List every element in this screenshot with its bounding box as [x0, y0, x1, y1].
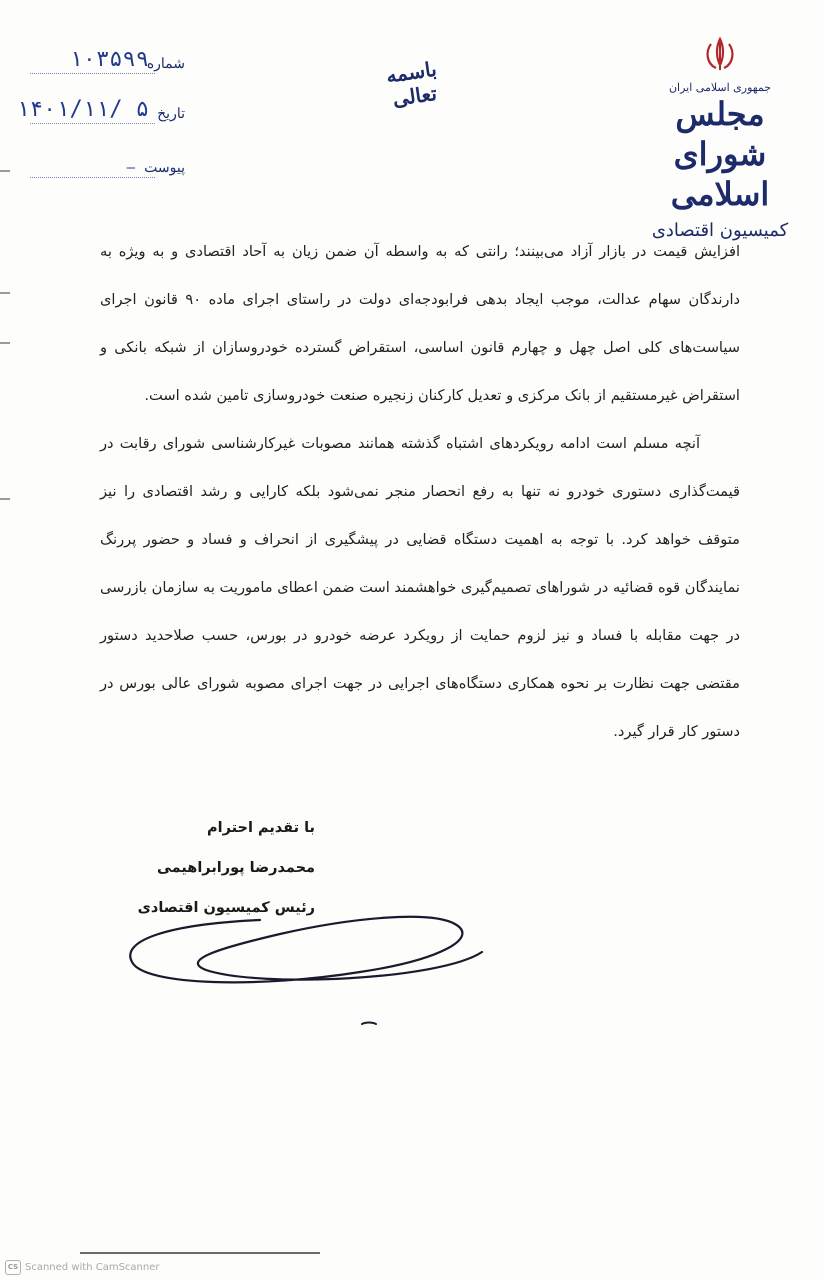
scan-edge-mark [0, 342, 10, 344]
letter-number-field [30, 48, 185, 74]
divider [80, 1252, 320, 1254]
attachment-field [30, 152, 185, 178]
signer-name: محمدرضا پورابراهیمی [156, 860, 315, 876]
body-paragraph: آنچه مسلم است ادامه رویکردهای اشتباه گذشته همانند مصوبات غیرکارشناسی شورای رقابت در قیمت‌گذاری دستوری خودرو نه تنها به رفع انحصار منجر نمی‌شود بلکه کارایی و رشد اقتصادی را نیز متوقف خواهد کرد. با توجه به اهمیت دستگاه قضایی در پیشگیری از انحراف و فساد و حضور پررنگ نمایندگان قوه قضائیه در شوراهای تصمیم‌گیری خواهشمند است ضمن اعطای ماموریت به سازمان بازرسی در جهت مقابله با فساد و نیز لزوم حمایت از رویکرد عرضه خودرو در بورس، حسب صلاحدید دستور مقتضی جهت نظارت بر نحوه همکاری دستگاه‌های اجرایی در جهت اجرای مصوبه شورای عالی بورس در دستور کار قرار گیرد. [100, 435, 740, 740]
body-paragraph: افزایش قیمت در بازار آزاد می‌بینند؛ رانتی که به واسطه آن ضمن زیان به آحاد اقتصادی و به ویژه به دارندگان سهام عدالت، موجب ایجاد بدهی فرابودجه‌ای دولت در راستای اجرای ماده ۹۰ قانون اجرای سیاست‌های کلی اصل چهل و چهارم قانون اساسی، استقراض گسترده خودروسازان از شبکه بانکی و استقراض غیرمستقیم از بانک مرکزی و تعدیل کارکنان زنجیره صنعت خودروسازی تامین شده است. [100, 243, 740, 404]
scanner-text: Scanned with CamScanner [25, 1261, 160, 1273]
iran-emblem-icon [700, 35, 740, 75]
letter-body [100, 228, 740, 756]
scanner-watermark [5, 1258, 160, 1276]
scan-edge-mark [0, 498, 10, 500]
letter-date-field [16, 97, 185, 124]
closing-greeting: با تقدیم احترام [206, 820, 315, 836]
invocation: باسمه تعالی [384, 56, 439, 111]
number-value: ۱۰۳۵۹۹ [69, 47, 149, 72]
letterhead [645, 35, 795, 241]
republic-line: جمهوری اسلامی ایران [668, 81, 772, 94]
scan-edge-mark [0, 292, 10, 294]
number-label: شماره [146, 56, 185, 72]
divider [30, 177, 155, 178]
divider [30, 123, 155, 124]
date-value: ۱۴۰۱/۱۱/ ۵ [16, 97, 149, 122]
date-label: تاریخ [157, 106, 185, 122]
attachment-label: پیوست [144, 160, 185, 176]
camscanner-icon: CS [5, 1260, 21, 1275]
attachment-value: — [126, 160, 135, 176]
parliament-name: مجلس شورای اسلامی [670, 95, 770, 213]
divider [30, 73, 155, 74]
commission-name: کمیسیون اقتصادی [651, 220, 789, 241]
handwritten-signature [110, 900, 510, 1050]
signer-title: رئیس کمیسیون اقتصادی [137, 900, 315, 916]
scan-edge-mark [0, 170, 10, 172]
